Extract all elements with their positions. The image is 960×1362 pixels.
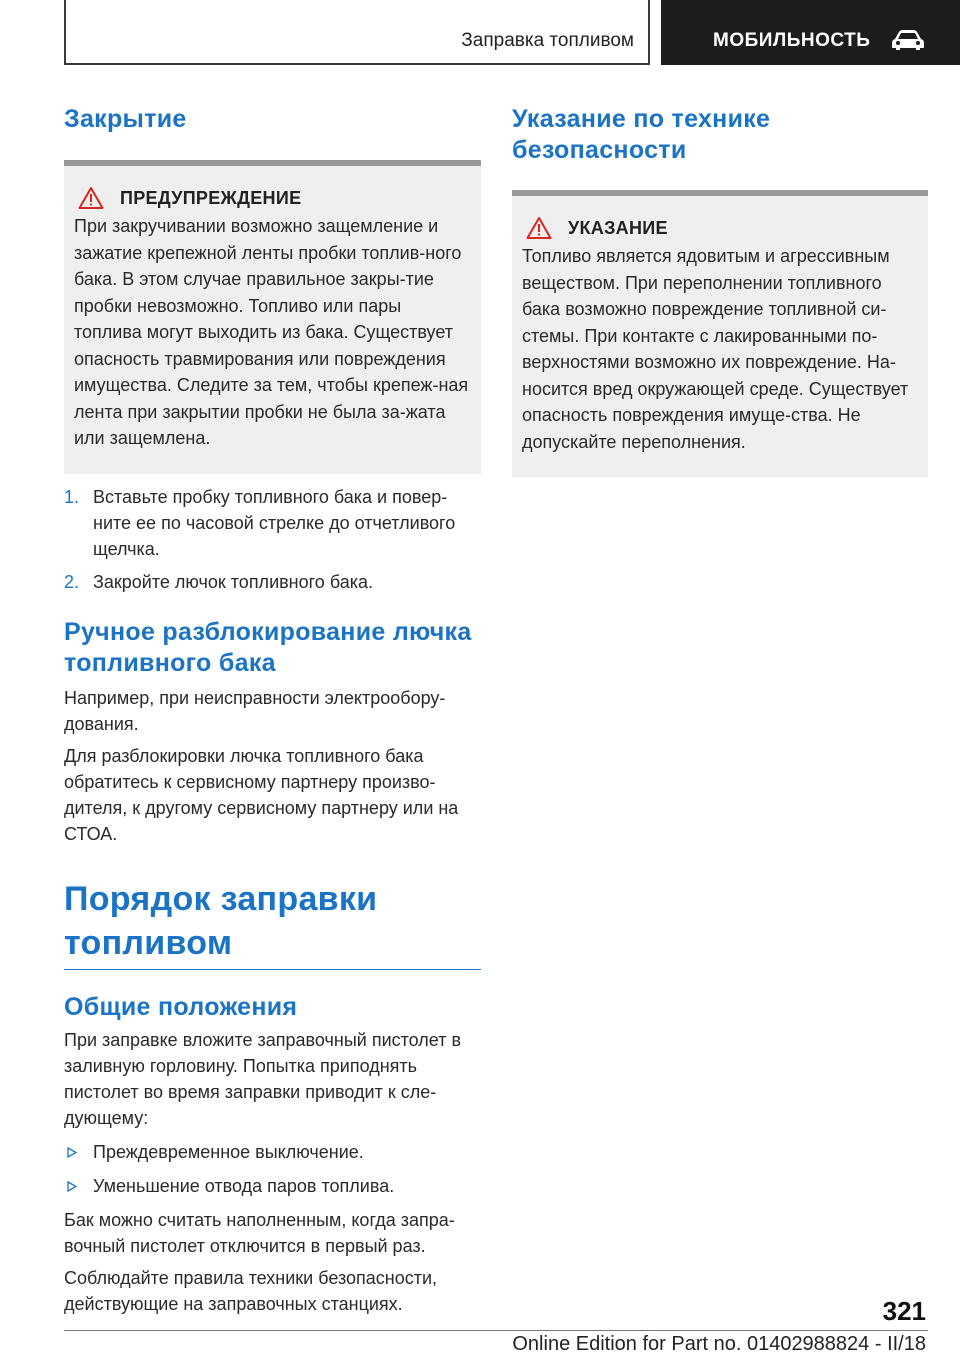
step-text: Вставьте пробку топливного бака и повер-ните ее по часовой стрелке до отчетливого щелчка.	[93, 486, 456, 559]
bullet-text: Уменьшение отвода паров топлива.	[93, 1175, 395, 1196]
list-item	[64, 484, 481, 562]
notice-box	[512, 190, 928, 477]
general-paragraph-1: При заправке вложите заправочный пистолет в заливную горловину. Попытка приподнять пистолет во время заправки приводит к сле-дующему:	[64, 1029, 462, 1128]
list-item	[64, 569, 481, 595]
manual-paragraph-1: Например, при неисправности электрообору-дования.	[64, 687, 446, 734]
heading-manual-unlock: Ручное разблокирование лючка топливного бака	[64, 617, 472, 677]
right-column	[512, 100, 928, 477]
general-paragraph-2: Бак можно считать наполненным, когда запра-вочный пистолет отключится в первый раз.	[64, 1209, 455, 1256]
warning-box	[64, 160, 481, 474]
header-section-title: Заправка топливом	[461, 30, 634, 51]
manual-paragraph-2: Для разблокировки лючка топливного бака обратитесь к сервисному партнеру произво-дителя, к другому сервисному партнеру или на СТОА.	[64, 745, 459, 844]
header-section-box	[64, 0, 650, 65]
notice-text: Топливо является ядовитым и агрессивным веществом. При переполнении топливного бака возможно повреждение топливной си-стемы. При контакте с лакированными по-верхностями возможно их повреждение. На-носится вред окружающей среде. Существует опасность повреждения имуще-ства. Не допускайте переполнения.	[522, 246, 909, 452]
chapter-heading-block	[64, 877, 481, 970]
step-number: 1.	[64, 486, 80, 507]
triangle-bullet-icon	[67, 1181, 77, 1192]
page-number: 321	[882, 1296, 926, 1326]
triangle-bullet-icon	[67, 1147, 77, 1158]
header-chapter-title: МОБИЛЬНОСТЬ	[713, 30, 871, 51]
heading-refueling-procedure: Порядок заправки топливом	[64, 879, 378, 962]
car-icon	[891, 29, 925, 51]
bullet-text: Преждевременное выключение.	[93, 1141, 364, 1162]
steps-list	[64, 484, 481, 595]
footer-edition: Online Edition for Part no. 01402988824 - II/18	[512, 1333, 926, 1355]
warning-header	[74, 186, 471, 210]
heading-closing: Закрытие	[64, 105, 187, 133]
warning-triangle-icon	[78, 186, 104, 210]
list-item	[64, 1173, 481, 1199]
general-paragraph-3: Соблюдайте правила техники безопасности, действующие на заправочных станциях.	[64, 1267, 438, 1314]
header-chapter-box	[661, 0, 960, 65]
warning-triangle-icon	[526, 216, 552, 240]
notice-title: УКАЗАНИЕ	[568, 217, 668, 238]
step-text: Закройте лючок топливного бака.	[93, 571, 374, 592]
heading-general: Общие положения	[64, 992, 298, 1021]
notice-header	[522, 216, 918, 240]
list-item	[64, 1139, 481, 1165]
heading-safety-notice: Указание по технике безопасности	[512, 105, 771, 164]
left-column	[64, 100, 481, 1317]
bullet-list	[64, 1139, 481, 1199]
step-number: 2.	[64, 571, 80, 592]
warning-title: ПРЕДУПРЕЖДЕНИЕ	[120, 187, 302, 208]
footer-divider	[64, 1330, 928, 1331]
warning-text: При закручивании возможно защемление и зажатие крепежной ленты пробки топлив-ного бака. В этом случае правильное закры-тие пробки невозможно. Топливо или пары топлива могут выходить из бака. Существует опасность травмирования или повреждения имущества. Следите за тем, чтобы крепеж-ная лента при закрытии пробки не была за-жата или защемлена.	[74, 216, 469, 448]
